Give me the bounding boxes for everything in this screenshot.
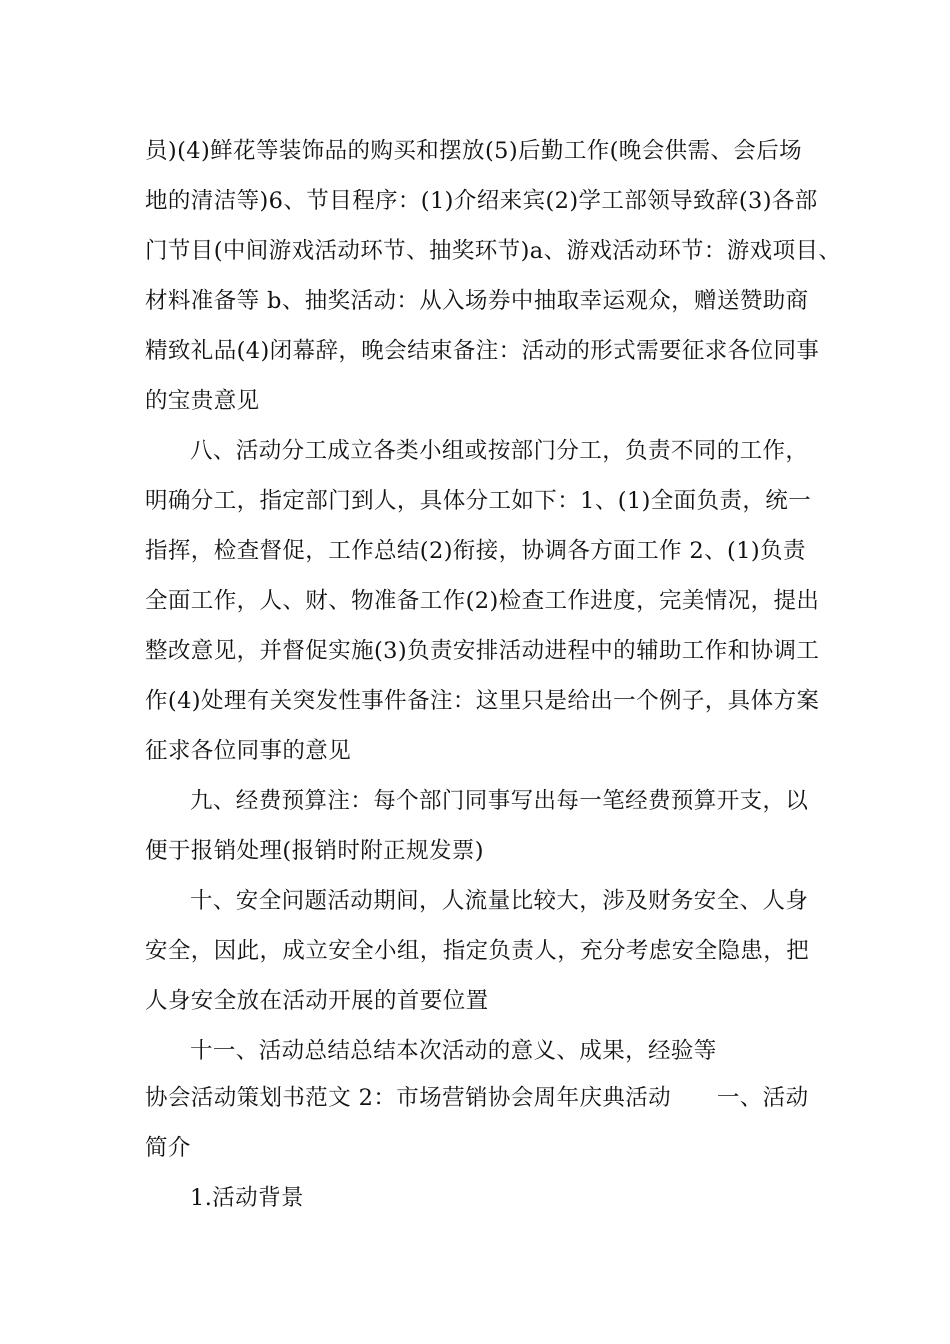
paragraph-line: 整改意见，并督促实施(3)负责安排活动进程中的辅助工作和协调工	[145, 638, 820, 664]
paragraph-line: 人身安全放在活动开展的首要位置	[145, 988, 489, 1014]
section-11-heading-line: 十一、活动总结总结本次活动的意义、成果，经验等	[190, 1038, 717, 1064]
paragraph-line: 征求各位同事的意见	[145, 738, 352, 764]
paragraph-line: 材料准备等 b、抽奖活动：从入场券中抽取幸运观众，赠送赞助商	[145, 288, 809, 314]
section-10-heading-line: 十、安全问题活动期间，人流量比较大，涉及财务安全、人身	[190, 888, 809, 914]
paragraph-line: 的宝贵意见	[145, 388, 260, 414]
article-2-title-line: 协会活动策划书范文 2：市场营销协会周年庆典活动 一、活动	[145, 1085, 809, 1111]
paragraph-line: 指挥，检查督促，工作总结(2)衔接，协调各方面工作 2、(1)负责	[145, 538, 806, 564]
paragraph-line: 便于报销处理(报销时附正规发票)	[145, 838, 484, 864]
subsection-heading-line: 1.活动背景	[190, 1185, 304, 1211]
section-9-heading-line: 九、经费预算注：每个部门同事写出每一笔经费预算开支，以	[190, 788, 809, 814]
paragraph-line: 精致礼品(4)闭幕辞，晚会结束备注：活动的形式需要征求各位同事	[145, 338, 820, 364]
paragraph-line: 明确分工，指定部门到人，具体分工如下：1、(1)全面负责，统一	[145, 488, 812, 514]
paragraph-line: 门节目(中间游戏活动环节、抽奖环节)a、游戏活动环节：游戏项目、	[145, 238, 842, 264]
paragraph-line: 安全，因此，成立安全小组，指定负责人，充分考虑安全隐患，把	[145, 938, 810, 964]
paragraph-line: 员)(4)鲜花等装饰品的购买和摆放(5)后勤工作(晚会供需、会后场	[145, 138, 802, 164]
paragraph-line: 地的清洁等)6、节目程序：(1)介绍来宾(2)学工部领导致辞(3)各部	[145, 188, 818, 214]
section-8-heading-line: 八、活动分工成立各类小组或按部门分工，负责不同的工作，	[190, 438, 809, 464]
paragraph-line: 作(4)处理有关突发性事件备注：这里只是给出一个例子，具体方案	[145, 688, 820, 714]
paragraph-line: 简介	[145, 1135, 191, 1161]
paragraph-line: 全面工作，人、财、物准备工作(2)检查工作进度，完美情况，提出	[145, 588, 820, 614]
